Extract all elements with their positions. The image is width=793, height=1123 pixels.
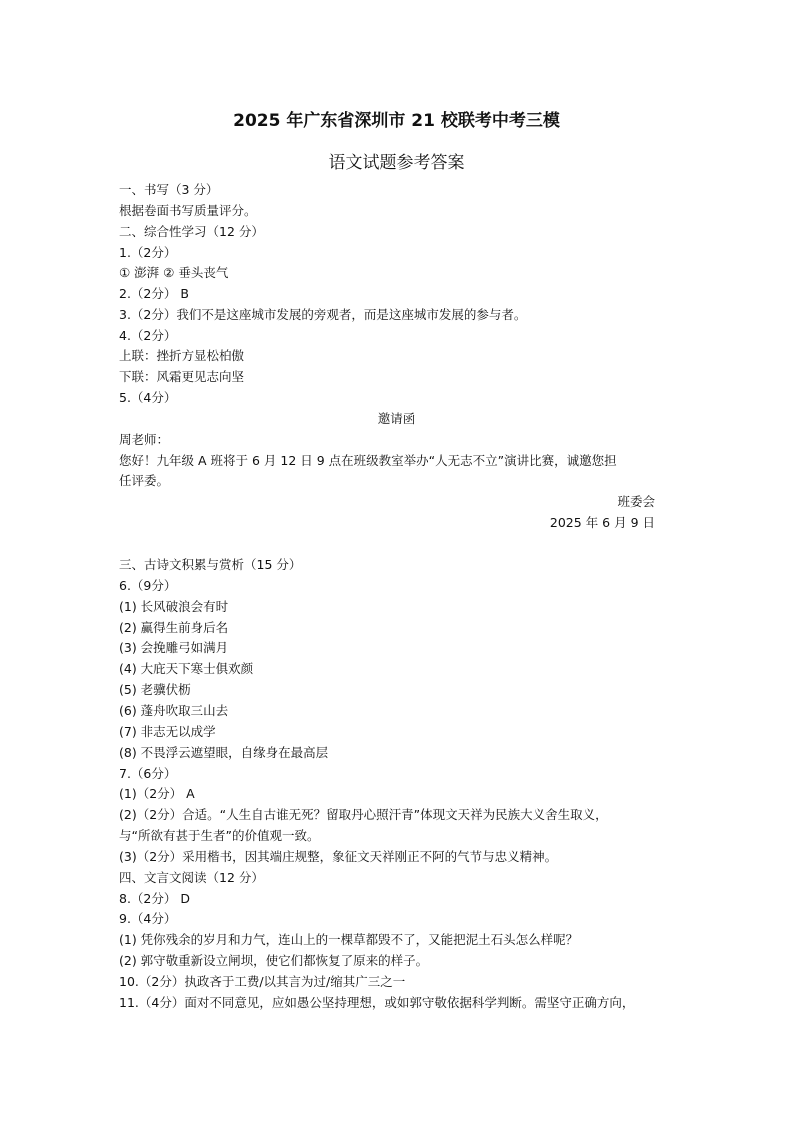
answer-text: 与“所欲有甚于生者”的价值观一致。 [119,828,320,843]
answer-text: (3) 会挽雕弓如满月 [119,640,229,655]
page-title: 2025 年广东省深圳市 21 校联考中考三模 [233,111,560,131]
answer-text: (1) 长风破浪会有时 [119,599,229,614]
answer-text: (2)（2分）合适。“人生自古谁无死？留取丹心照汗青”体现文天祥为民族大义舍生取义， [119,807,608,822]
letter-title: 邀请函 [377,411,416,426]
letter-salutation: 周老师： [119,432,170,447]
question-number: 6.（9分） [119,578,177,593]
question-answer: 8.（2分） D [119,891,190,906]
answer-text: (1)（2分） A [119,786,195,801]
answer-text: (2) 郭守敬重新设立闸坝，使它们都恢复了原来的样子。 [119,953,429,968]
letter-body: 您好！九年级 A 班将于 6 月 12 日 9 点在班级教室举办“人无志不立”演讲比赛，诚邀您担 [119,453,617,468]
letter-body: 任评委。 [119,473,170,488]
section-heading: 三、古诗文积累与赏析（15 分） [119,557,302,572]
section-heading: 一、书写（3 分） [119,182,219,197]
section-heading: 四、文言文阅读（12 分） [119,870,264,885]
section-heading: 二、综合性学习（12 分） [119,224,264,239]
letter-date: 2025 年 6 月 9 日 [549,515,655,530]
answer-text: (1) 凭你残余的岁月和力气，连山上的一棵草都毁不了，又能把泥土石头怎么样呢？ [119,932,579,947]
question-answer: 2.（2分） B [119,286,189,301]
answer-text: 下联：风霜更见志向坚 [119,369,245,384]
letter-signature: 班委会 [617,494,655,509]
question-number: 5.（4分） [119,390,177,405]
answer-text: (2) 赢得生前身后名 [119,620,229,635]
answer-text: (5) 老骥伏枥 [119,682,191,697]
question-number: 9.（4分） [119,911,177,926]
answer-text: 上联：挫折方显松柏傲 [119,348,245,363]
question-answer: 3.（2分）我们不是这座城市发展的旁观者，而是这座城市发展的参与者。 [119,307,527,322]
answer-text: (4) 大庇天下寒士俱欢颜 [119,661,254,676]
question-number: 7.（6分） [119,766,177,781]
question-number: 1.（2分） [119,245,177,260]
page-subtitle: 语文试题参考答案 [328,153,465,173]
answer-text: ① 澎湃 ② 垂头丧气 [119,265,229,280]
answer-text: (8) 不畏浮云遮望眼，自缘身在最高层 [119,745,329,760]
answer-text: (6) 蓬舟吹取三山去 [119,703,229,718]
answer-text: 根据卷面书写质量评分。 [119,203,257,218]
answer-text: (3)（2分）采用楷书，因其端庄规整，象征文天祥刚正不阿的气节与忠义精神。 [119,849,558,864]
question-number: 4.（2分） [119,328,177,343]
question-answer: 11.（4分）面对不同意见，应如愚公坚持理想，或如郭守敬依据科学判断。需坚守正确方向， [119,995,635,1010]
question-answer: 10.（2分）执政吝于工费/以其言为过/缩其广三之一 [119,974,406,989]
answer-text: (7) 非志无以成学 [119,724,216,739]
